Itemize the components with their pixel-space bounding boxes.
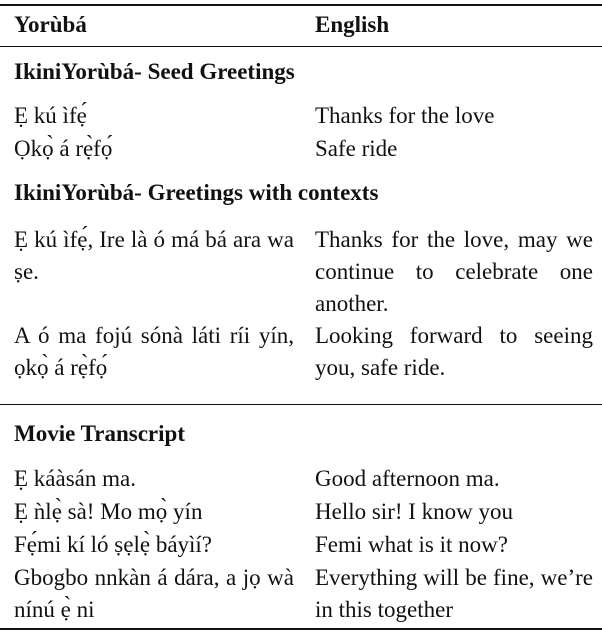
header-english: English (315, 12, 390, 37)
table-row-yoruba: Fẹ́mi kí ló ṣẹlẹ̀ báyìí? (14, 532, 213, 557)
table-row-english: Hello sir! I know you (315, 499, 514, 524)
table-row-yoruba: Ọkọ̀ á rẹ̀fọ́ (14, 136, 113, 161)
table-row-english: Safe ride (315, 136, 398, 161)
section-title-greetings-with-contexts: IkiniYorùbá- Greetings with contexts (14, 180, 379, 205)
table-row-yoruba: Ẹ kú ìfẹ́ (14, 103, 87, 128)
table-row-english: Thanks for the love, may we continue to celebrate one another. (315, 227, 593, 316)
table-row-english: Thanks for the love (315, 103, 495, 128)
section-title-movie-transcript: Movie Transcript (14, 421, 185, 446)
table-row-yoruba: Ẹ kú ìfẹ́, Ire là ó má bá ara wa ṣe. (14, 227, 294, 284)
section-divider-rule (0, 404, 602, 405)
table-row-yoruba: Ẹ káàsán ma. (14, 466, 136, 491)
table-row-english: Good afternoon ma. (315, 466, 500, 491)
header-rule (0, 46, 602, 47)
bottom-rule (0, 628, 602, 630)
table-row-yoruba: A ó ma fojú sónà láti ríi yín, ọkọ̀ á rẹ̀fọ́ (14, 323, 294, 380)
table-row-english: Looking forward to seeing you, safe ride. (315, 323, 593, 380)
table-row-yoruba: Gbogbo nnkàn á dára, a jọ wà nínú ẹ̀ ni (14, 565, 294, 622)
table-row-yoruba: Ẹ ǹlẹ̀ sà! Mo mọ̀ yín (14, 499, 203, 524)
section-title-seed-greetings: IkiniYorùbá- Seed Greetings (14, 59, 295, 84)
top-rule (0, 4, 602, 6)
header-yoruba: Yorùbá (14, 12, 87, 37)
table-row-english: Femi what is it now? (315, 532, 508, 557)
table-row-english: Everything will be fine, we’re in this together (315, 565, 593, 622)
